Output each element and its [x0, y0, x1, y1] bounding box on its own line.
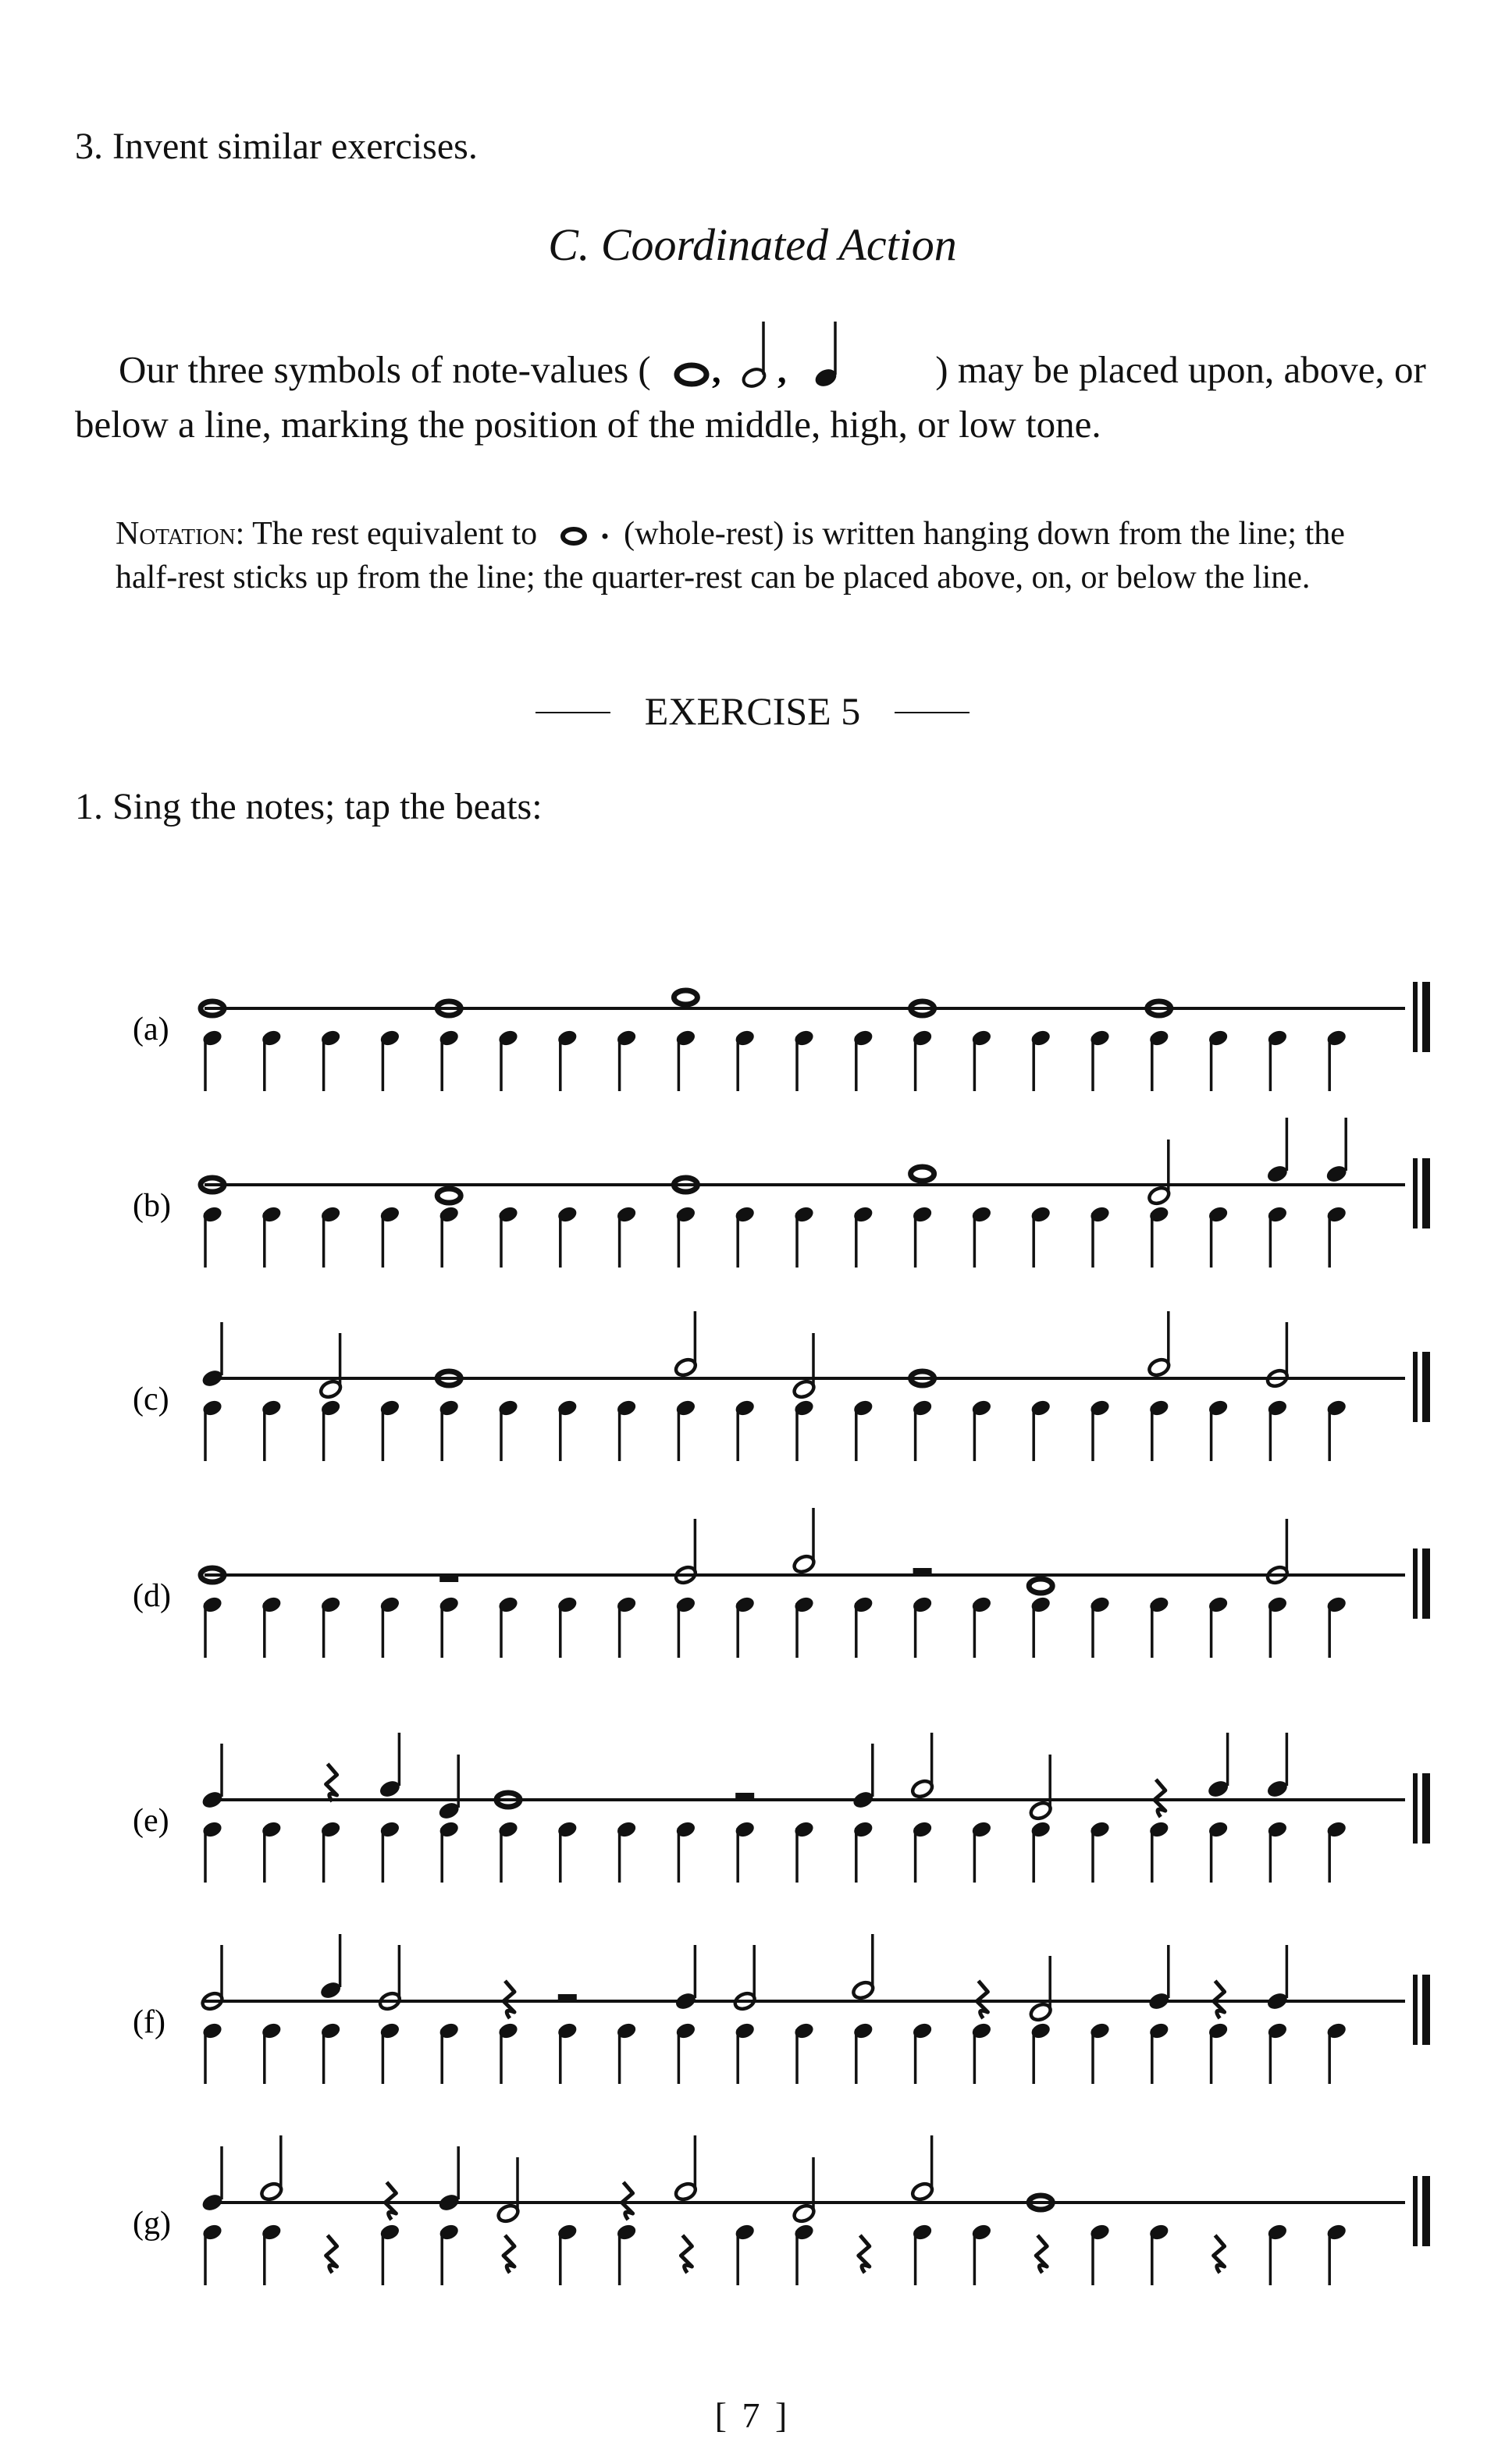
beat-mark — [1089, 1205, 1112, 1268]
beat-mark — [970, 1205, 993, 1268]
quarter-note — [1147, 1945, 1171, 2012]
beat-mark — [379, 1205, 401, 1268]
quarter-note — [1265, 1945, 1290, 2012]
beat-mark — [911, 2223, 934, 2285]
beat-mark — [793, 2223, 816, 2285]
beat-mark — [793, 1820, 816, 1883]
beat-mark — [970, 2223, 993, 2285]
quarter-note — [1265, 1118, 1290, 1185]
half-note — [318, 1333, 343, 1400]
beat-mark — [1207, 1595, 1229, 1658]
beat-mark — [497, 1595, 520, 1658]
beat-mark — [1207, 1029, 1229, 1091]
half-note — [910, 1733, 934, 1800]
beat-mark — [1147, 1595, 1170, 1658]
beat-mark — [734, 1820, 756, 1883]
beat-mark — [319, 1029, 342, 1091]
beat-mark — [379, 2021, 401, 2084]
beat-mark — [793, 1029, 816, 1091]
beat-mark — [1089, 1029, 1112, 1091]
row-label: (a) — [133, 1012, 169, 1047]
beat-mark — [734, 2021, 756, 2084]
beat-mark — [793, 1399, 816, 1461]
beat-mark — [201, 1595, 224, 1658]
beat-mark — [1266, 1820, 1289, 1883]
beat-mark — [970, 1595, 993, 1658]
barline — [1422, 1352, 1430, 1422]
svg-text:,: , — [712, 350, 721, 390]
beat-mark — [319, 1820, 342, 1883]
quarter-note — [1325, 1118, 1349, 1185]
beat-mark — [1030, 1029, 1052, 1091]
whole-rest — [439, 1575, 458, 1582]
beat-mark — [674, 1820, 697, 1883]
beat-mark — [260, 1595, 283, 1658]
beat-mark — [319, 2021, 342, 2084]
list-item-3: 3. Invent similar exercises. — [75, 126, 478, 167]
beat-mark — [1266, 1029, 1289, 1091]
half-rest — [558, 1994, 577, 2001]
beat-mark — [1147, 1820, 1170, 1883]
beat-mark — [319, 1205, 342, 1268]
whole-note — [911, 1167, 934, 1181]
half-note — [792, 2157, 816, 2224]
whole-note — [437, 1189, 461, 1203]
quarter-note — [200, 2146, 224, 2213]
barline — [1422, 1773, 1430, 1844]
quarter-note — [1206, 1733, 1230, 1800]
beat-mark — [615, 2223, 638, 2285]
beat-mark — [1147, 2223, 1170, 2285]
exercise-row — [133, 1508, 1430, 1658]
quarter-note — [318, 1934, 343, 2001]
beat-mark — [1147, 1029, 1170, 1091]
beat-mark — [1325, 2021, 1348, 2084]
quarter-note — [437, 1755, 461, 1822]
half-note — [1029, 1755, 1053, 1822]
quarter-rest — [326, 1764, 337, 1801]
beat-mark — [734, 1029, 756, 1091]
half-note — [910, 2135, 934, 2203]
exercise-row — [133, 2135, 1430, 2285]
half-note — [1029, 1956, 1053, 2023]
beat-mark — [438, 1595, 461, 1658]
beat-mark — [1325, 1029, 1348, 1091]
exercise-row — [133, 1118, 1430, 1268]
beat-mark — [497, 1029, 520, 1091]
whole-note — [674, 990, 697, 1004]
beat-mark — [911, 1820, 934, 1883]
beat-mark — [1030, 2021, 1052, 2084]
svg-text:,: , — [777, 350, 787, 390]
barline — [1413, 1975, 1418, 2045]
half-rest — [735, 1793, 754, 1800]
row-label: (c) — [133, 1381, 169, 1417]
beat-mark — [734, 1595, 756, 1658]
barline — [1422, 1158, 1430, 1228]
half-note — [674, 1311, 698, 1378]
barline — [1422, 1548, 1430, 1619]
beat-mark — [615, 2021, 638, 2084]
beat-mark — [260, 1399, 283, 1461]
beat-mark — [1207, 2021, 1229, 2084]
notation-text-before: The rest equivalent to — [252, 516, 538, 552]
beat-mark — [379, 1820, 401, 1883]
row-label: (d) — [133, 1578, 171, 1614]
beat-mark — [674, 1595, 697, 1658]
half-rest — [913, 1568, 932, 1575]
beat-mark — [911, 1029, 934, 1091]
row-label: (b) — [133, 1188, 171, 1224]
beat-mark — [201, 1820, 224, 1883]
beat-mark — [852, 1399, 874, 1461]
half-note — [1147, 1140, 1171, 1207]
beat-mark — [556, 2021, 578, 2084]
beat-mark — [734, 2223, 756, 2285]
quarter-note — [674, 1945, 698, 2012]
beat-mark — [852, 1595, 874, 1658]
quarter-note — [437, 2146, 461, 2213]
beat-rest — [681, 2235, 692, 2273]
exercise-row — [133, 1311, 1430, 1461]
barline — [1422, 1975, 1430, 2045]
beat-mark — [1089, 2223, 1112, 2285]
beat-mark — [852, 1820, 874, 1883]
quarter-note — [378, 1733, 402, 1800]
beat-mark — [674, 1399, 697, 1461]
beat-mark — [1089, 1399, 1112, 1461]
beat-mark — [201, 1029, 224, 1091]
half-note — [1147, 1311, 1171, 1378]
beat-rest — [1036, 2235, 1047, 2273]
beat-mark — [793, 1205, 816, 1268]
beat-mark — [319, 1595, 342, 1658]
beat-mark — [1207, 1820, 1229, 1883]
section-title: C. Coordinated Action — [548, 219, 957, 270]
exercise-row — [133, 1934, 1430, 2084]
beat-mark — [556, 1399, 578, 1461]
beat-mark — [1266, 2021, 1289, 2084]
exercise-row — [133, 1733, 1430, 1883]
beat-mark — [911, 1399, 934, 1461]
quarter-note — [851, 1744, 875, 1811]
beat-mark — [438, 2223, 461, 2285]
beat-rest — [859, 2235, 870, 2273]
beat-mark — [1325, 1820, 1348, 1883]
beat-mark — [1207, 1399, 1229, 1461]
beat-mark — [556, 1205, 578, 1268]
barline — [1413, 1352, 1418, 1422]
beat-mark — [260, 2223, 283, 2285]
beat-mark — [1266, 1205, 1289, 1268]
barline — [1413, 1548, 1418, 1619]
beat-mark — [911, 1205, 934, 1268]
beat-mark — [734, 1399, 756, 1461]
beat-mark — [615, 1399, 638, 1461]
beat-mark — [497, 1399, 520, 1461]
beat-mark — [793, 2021, 816, 2084]
beat-mark — [379, 1595, 401, 1658]
beat-mark — [379, 2223, 401, 2285]
beat-mark — [319, 1399, 342, 1461]
beat-mark — [1089, 2021, 1112, 2084]
beat-mark — [615, 1029, 638, 1091]
row-label: (g) — [133, 2206, 171, 2242]
beat-mark — [1030, 1205, 1052, 1268]
beat-mark — [438, 1029, 461, 1091]
notation-label: Notation: — [116, 516, 245, 552]
beat-mark — [615, 1595, 638, 1658]
beat-mark — [852, 2021, 874, 2084]
beat-mark — [201, 1205, 224, 1268]
half-note — [792, 1508, 816, 1575]
barline — [1413, 1773, 1418, 1844]
beat-rest — [503, 2235, 514, 2273]
beat-mark — [852, 1029, 874, 1091]
beat-mark — [1030, 1595, 1052, 1658]
beat-mark — [674, 1029, 697, 1091]
beat-mark — [497, 2021, 520, 2084]
exercise-row — [133, 982, 1430, 1091]
beat-mark — [556, 2223, 578, 2285]
quarter-note — [200, 1744, 224, 1811]
beat-mark — [615, 1820, 638, 1883]
beat-mark — [1266, 1399, 1289, 1461]
para-text-before: Our three symbols of note-values ( — [119, 348, 651, 391]
beat-mark — [497, 1820, 520, 1883]
beat-mark — [1266, 2223, 1289, 2285]
page-number: [ 7 ] — [714, 2395, 791, 2435]
beat-mark — [1030, 1820, 1052, 1883]
beat-mark — [793, 1595, 816, 1658]
beat-mark — [438, 1820, 461, 1883]
beat-mark — [911, 2021, 934, 2084]
beat-mark — [1207, 1205, 1229, 1268]
beat-rest — [326, 2235, 337, 2273]
beat-mark — [970, 1399, 993, 1461]
beat-mark — [438, 1205, 461, 1268]
half-note — [851, 1934, 875, 2001]
beat-mark — [911, 1595, 934, 1658]
beat-mark — [674, 1205, 697, 1268]
row-label: (f) — [133, 2004, 165, 2040]
beat-mark — [201, 1399, 224, 1461]
beat-mark — [1325, 1205, 1348, 1268]
beat-mark — [970, 2021, 993, 2084]
half-note — [674, 2135, 698, 2203]
barline — [1413, 2176, 1418, 2246]
beat-mark — [1089, 1820, 1112, 1883]
para-text-after: ) may be placed upon, above, or below a line, marking the position of the middle, high, or low tone. — [75, 348, 1426, 446]
beat-mark — [260, 1820, 283, 1883]
beat-mark — [1147, 1205, 1170, 1268]
beat-mark — [556, 1820, 578, 1883]
beat-mark — [852, 1205, 874, 1268]
beat-mark — [438, 1399, 461, 1461]
beat-mark — [379, 1029, 401, 1091]
beat-mark — [1147, 1399, 1170, 1461]
beat-mark — [970, 1029, 993, 1091]
exercise-heading: EXERCISE 5 — [0, 688, 1505, 734]
beat-mark — [260, 2021, 283, 2084]
barline — [1413, 982, 1418, 1052]
beat-mark — [260, 1029, 283, 1091]
beat-mark — [556, 1595, 578, 1658]
quarter-note — [1265, 1733, 1290, 1800]
beat-mark — [260, 1205, 283, 1268]
beat-rest — [1214, 2235, 1225, 2273]
half-note — [496, 2157, 520, 2224]
beat-mark — [970, 1820, 993, 1883]
barline — [1413, 1158, 1418, 1228]
beat-mark — [1030, 1399, 1052, 1461]
beat-mark — [1325, 2223, 1348, 2285]
half-note — [792, 1333, 816, 1400]
half-note — [259, 2135, 283, 2203]
whole-note — [1029, 1579, 1052, 1593]
beat-mark — [379, 1399, 401, 1461]
notation-text-after: (whole-rest) is written hanging down from the line; the half-rest sticks up from the line; the quarter-rest can be placed above, on, or below the line. — [116, 516, 1345, 596]
quarter-note — [200, 1322, 224, 1389]
row-label: (e) — [133, 1803, 169, 1839]
beat-mark — [556, 1029, 578, 1091]
beat-mark — [1325, 1399, 1348, 1461]
beat-mark — [497, 1205, 520, 1268]
beat-mark — [1147, 2021, 1170, 2084]
beat-mark — [201, 2021, 224, 2084]
beat-mark — [201, 2223, 224, 2285]
beat-mark — [438, 2021, 461, 2084]
beat-mark — [734, 1205, 756, 1268]
barline — [1422, 982, 1430, 1052]
beat-mark — [1266, 1595, 1289, 1658]
exercise-instruction: 1. Sing the notes; tap the beats: — [75, 786, 543, 827]
beat-mark — [1089, 1595, 1112, 1658]
beat-mark — [674, 2021, 697, 2084]
barline — [1422, 2176, 1430, 2246]
beat-mark — [615, 1205, 638, 1268]
beat-mark — [1325, 1595, 1348, 1658]
